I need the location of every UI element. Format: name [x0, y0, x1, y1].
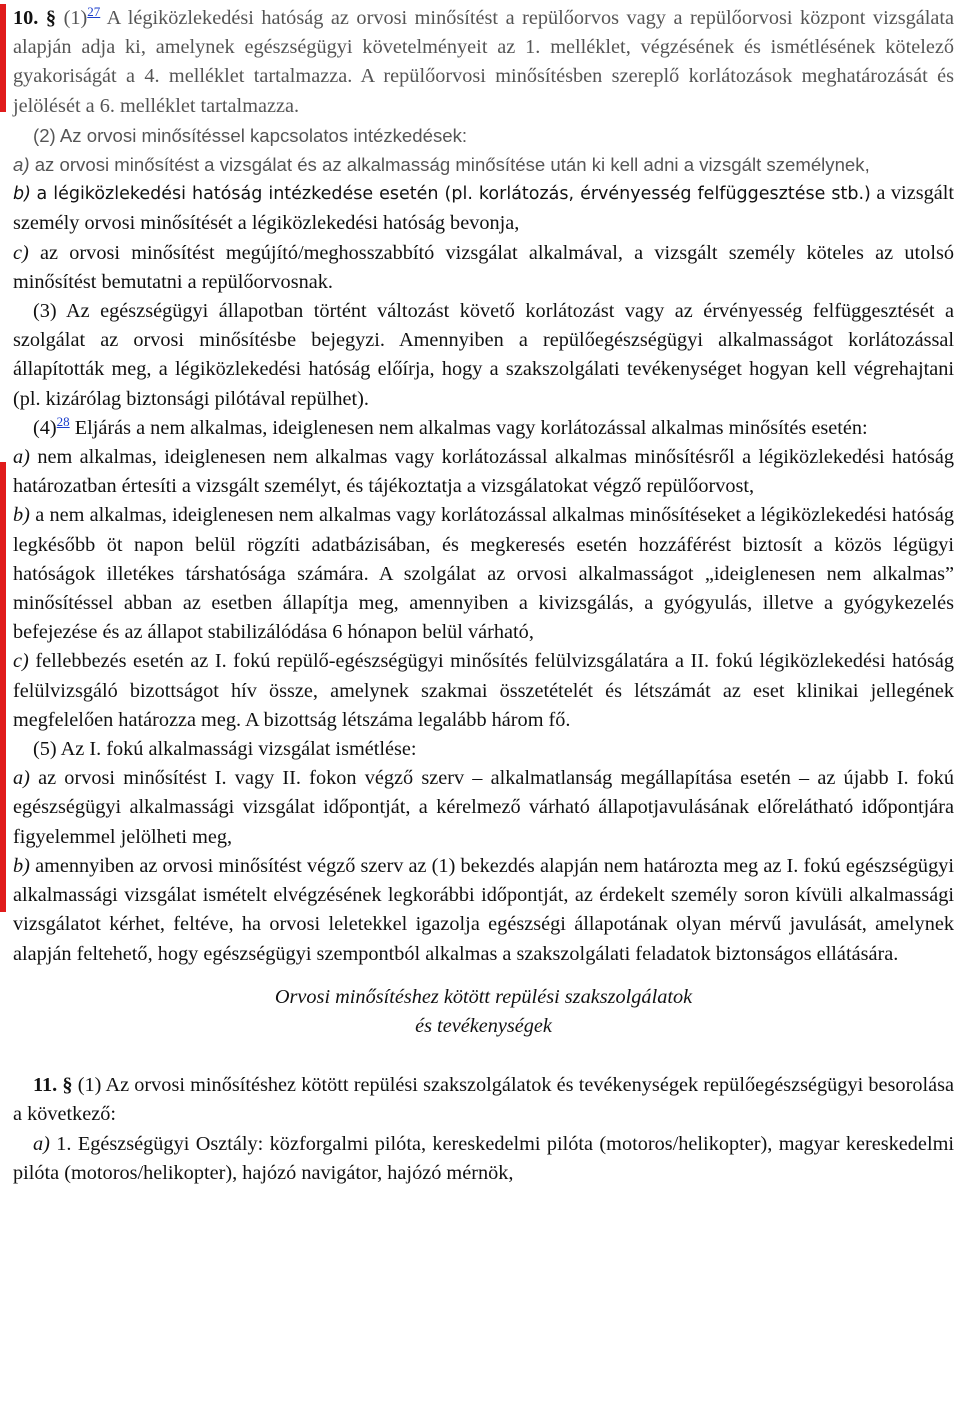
item-label: b)	[13, 504, 30, 527]
section-sign: §	[45, 7, 57, 29]
change-bar-2	[0, 462, 6, 912]
item-label: c)	[13, 241, 29, 264]
section-10-paragraph-4a	[13, 443, 954, 501]
spacer	[13, 1041, 954, 1071]
paragraph-text: A légiközlekedési hatóság az orvosi minősítést a repülőorvos vagy a repülőorvosi központ vizsgálata alapján adja ki, amelynek egészségügyi követelményeit az 1. melléklet, végzésének és ismétlésének kötelező gyakoriságát a 4. melléklet tartalmazza. A repülőorvosi minősítésben szereplő korlátozások meghatározását és jelölését a 6. melléklet tartalmazza.	[13, 7, 955, 117]
item-text: az orvosi minősítést megújító/meghosszabbító vizsgálat alkalmával, a vizsgált személy köteles az utolsó minősítést bemutatni a repülőorvosnak.	[13, 241, 954, 293]
document-page	[13, 4, 954, 1188]
item-text: fellebbezés esetén az I. fokú repülő-egészségügyi minősítés felülvizsgálatára a II. fokú légiközlekedési hatóság felülvizsgáló bizottságot hív össze, amelynek szakmai összetételét és létszámát az eset klinikai jellegének megfelelően határozza meg. A bizottság létszáma legalább három fő.	[13, 650, 954, 731]
item-label: b)	[13, 854, 30, 877]
item-label: a)	[13, 446, 30, 469]
section-10-paragraph-2b	[13, 179, 954, 238]
section-10-paragraph-2c	[13, 239, 954, 297]
change-bar-1	[0, 4, 6, 112]
section-10-paragraph-4	[13, 414, 954, 443]
item-label: a)	[13, 154, 30, 176]
section-10-paragraph-3: (3) Az egészségügyi állapotban történt változást követő korlátozást vagy az érvényesség felfüggesztését a szolgálat az orvosi minősítésbe bejegyzi. Amennyiben a repülőegészségügyi alkalmasságot korlátozással állapították meg, a légiközlekedési hatóság előírja, hogy a szakszolgálati tevékenységet hogyan kell végrehajtani (pl. kizárólag biztonsági pilótával repülhet).	[13, 300, 954, 410]
section-10-paragraph-2a	[13, 150, 954, 179]
section-10-paragraph-2: (2) Az orvosi minősítéssel kapcsolatos intézkedések:	[33, 124, 468, 146]
section-sign: §	[62, 1074, 73, 1097]
section-10-paragraph-5a	[13, 764, 954, 852]
item-label: c)	[13, 650, 29, 673]
section-11-paragraph-1	[13, 1071, 954, 1129]
section-10-paragraph-1	[13, 4, 954, 121]
section-10-paragraph-5b	[13, 852, 954, 969]
item-label: a)	[33, 1132, 50, 1155]
item-label: b)	[13, 184, 31, 205]
chapter-heading-line-2: és tevékenységek	[415, 1014, 552, 1037]
item-text: amennyiben az orvosi minősítést végző szerv az (1) bekezdés alapján nem határozta meg az I. fokú egészségügyi alkalmassági vizsgálat ismételt elvégzésének legkorábbi időpontját, az érdekelt személy soron kívüli alkalmassági vizsgálatot kérhet, feltéve, ha orvosi leletekkel igazolja egészségi állapotának olyan mérvű javulását, amelynek alapján feltehető, hogy egészségügyi szempontból alkalmas a szakszolgálati feladatok biztonságos ellátására.	[13, 854, 954, 965]
item-text: 1. Egészségügyi Osztály: közforgalmi pilóta, kereskedelmi pilóta (motoros/helikopter), magyar kereskedelmi pilóta (motoros/helikopter), hajózó navigátor, hajózó mérnök,	[13, 1132, 954, 1184]
item-text-part1: a légiközlekedési hatóság intézkedése esetén (pl. korlátozás, érvényesség felfüggesztése stb.)	[36, 184, 871, 205]
footnote-link-28[interactable]: 28	[56, 414, 70, 430]
paragraph-label: (4)	[33, 416, 57, 439]
paragraph-text: (1) Az orvosi minősítéshez kötött repülési szakszolgálatok és tevékenységek repülőegészségügyi besorolása a következő:	[13, 1074, 955, 1126]
item-text-part2: a vizsgált személy orvosi minősítését a légiközlekedési hatóság bevonja,	[13, 182, 954, 235]
section-10-paragraph-4c	[13, 647, 954, 735]
section-11-number: 11.	[33, 1074, 58, 1097]
paragraph-text: Eljárás a nem alkalmas, ideiglenesen nem alkalmas vagy korlátozással alkalmas minősítés esetén:	[74, 416, 868, 439]
section-11-item-a	[13, 1130, 954, 1188]
footnote-link-27[interactable]: 27	[87, 4, 101, 20]
item-text: az orvosi minősítést a vizsgálat és az alkalmasság minősítése után ki kell adni a vizsgált személynek,	[34, 154, 870, 176]
section-10-number: 10.	[13, 7, 39, 29]
paragraph-label: (1)	[63, 7, 88, 29]
item-label: a)	[13, 767, 30, 790]
item-text: a nem alkalmas, ideiglenesen nem alkalmas vagy korlátozással alkalmas minősítéseket a légiközlekedési hatóság legkésőbb öt napon belül rögzíti adatbázisában, és megkeresés esetén hozzáférést biztosít a közös légügyi hatóságok illetékes társhatósága számára. A szolgálat az orvosi alkalmasságot „ideiglenesen nem alkalmas” minősítéssel abban az esetben állapítja meg, amennyiben a kivizsgálás, a gyógyulás, illetve a gyógykezelés befejezése és az állapot stabilizálódása 6 hónapon belül várható,	[13, 504, 954, 644]
section-10-paragraph-4b	[13, 501, 954, 647]
section-10-paragraph-5: (5) Az I. fokú alkalmassági vizsgálat ismétlése:	[33, 738, 417, 761]
item-text: nem alkalmas, ideiglenesen nem alkalmas vagy korlátozással alkalmas minősítésről a légiközlekedési hatóság határozatban értesíti a vizsgált személyt, és tájékoztatja a vizsgálatokat végző repülőorvost,	[13, 446, 955, 498]
chapter-heading-line-1: Orvosi minősítéshez kötött repülési szakszolgálatok	[274, 985, 693, 1008]
item-text: az orvosi minősítést I. vagy II. fokon végző szerv – alkalmatlanság megállapítása esetén – az újabb I. fokú egészségügyi alkalmassági vizsgálat időpontját, a kérelmező várható állapotjavulásának előrelátható időpontjára figyelemmel jelölheti meg,	[13, 767, 954, 848]
chapter-heading	[13, 983, 954, 1041]
